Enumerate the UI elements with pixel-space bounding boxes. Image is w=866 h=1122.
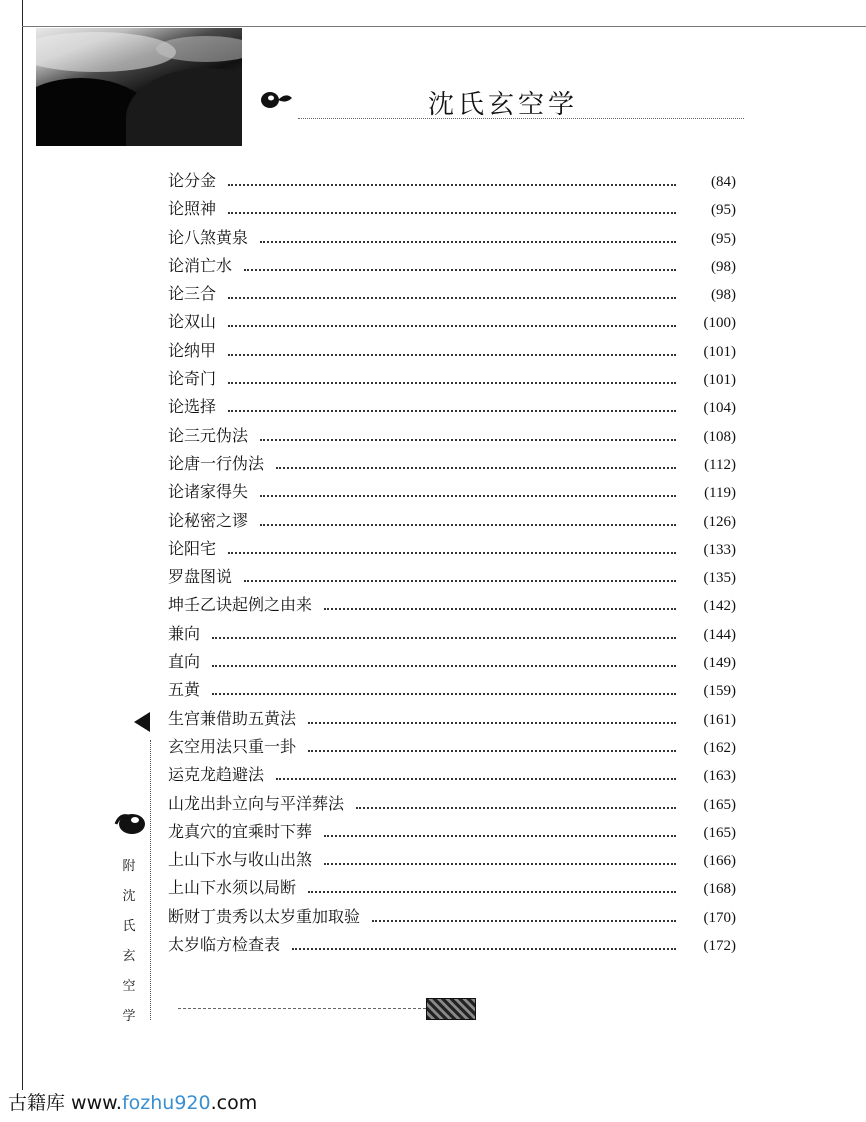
- toc-leader-dots: [212, 693, 676, 695]
- toc-entry-page: (95): [711, 230, 736, 247]
- toc-entry-title: 玄空用法只重一卦: [168, 736, 297, 756]
- toc-entry-title: 生宫兼借助五黄法: [168, 708, 297, 728]
- toc-entry-title: 兼向: [168, 623, 201, 643]
- toc-entry-page: (108): [703, 428, 736, 445]
- toc-entry-page: (101): [703, 372, 736, 389]
- toc-row[interactable]: [168, 649, 736, 677]
- toc-entry-page: (161): [703, 711, 736, 728]
- toc-entry-title: 上山下水与收山出煞: [168, 850, 313, 870]
- toc-entry-title: 论秘密之谬: [168, 510, 249, 530]
- toc-row[interactable]: [168, 734, 736, 762]
- toc-leader-dots: [260, 439, 676, 441]
- toc-leader-dots: [276, 778, 676, 780]
- toc-leader-dots: [308, 722, 676, 724]
- toc-leader-dots: [356, 807, 676, 809]
- toc-row[interactable]: [168, 932, 736, 960]
- toc-row[interactable]: [168, 168, 736, 196]
- toc-row[interactable]: [168, 536, 736, 564]
- toc-entry-page: (135): [703, 570, 736, 587]
- toc-leader-dots: [308, 750, 676, 752]
- footer-rule: [178, 1008, 426, 1010]
- toc-entry-title: 龙真穴的宜乘时下葬: [168, 821, 313, 841]
- toc-leader-dots: [372, 920, 676, 922]
- watermark-suffix: .com: [210, 1092, 258, 1114]
- side-label-char: 学: [122, 1009, 136, 1024]
- toc-entry-page: (172): [703, 938, 736, 955]
- toc-leader-dots: [212, 665, 676, 667]
- toc-row[interactable]: [168, 762, 736, 790]
- toc-leader-dots: [260, 241, 676, 243]
- toc-entry-page: (170): [703, 909, 736, 926]
- toc-entry-page: (166): [703, 853, 736, 870]
- toc-row[interactable]: [168, 564, 736, 592]
- site-watermark: [8, 1088, 257, 1115]
- toc-row[interactable]: [168, 309, 736, 337]
- yin-yang-icon: [258, 90, 294, 110]
- toc-entry-page: (149): [703, 655, 736, 672]
- toc-entry-page: (165): [703, 796, 736, 813]
- toc-leader-dots: [228, 297, 676, 299]
- side-book-label: [116, 852, 142, 1032]
- watermark-prefix: 古籍库 www.: [8, 1092, 122, 1114]
- toc-leader-dots: [292, 948, 676, 950]
- toc-leader-dots: [228, 184, 676, 186]
- toc-entry-title: 论分金: [168, 171, 217, 190]
- toc-leader-dots: [228, 354, 676, 356]
- side-dotted-rule: [150, 740, 152, 1020]
- toc-entry-title: 论唐一行伪法: [168, 453, 265, 473]
- toc-leader-dots: [324, 835, 676, 837]
- toc-entry-title: 论三合: [168, 284, 217, 304]
- toc-entry-title: 上山下水须以局断: [168, 878, 297, 898]
- toc-entry-page: (98): [711, 258, 736, 275]
- toc-entry-page: (101): [703, 343, 736, 360]
- toc-entry-page: (162): [703, 739, 736, 756]
- toc-entry-title: 论消亡水: [168, 255, 233, 275]
- side-label-char: 空: [122, 979, 136, 994]
- toc-entry-title: 论选择: [168, 397, 217, 417]
- toc-entry-page: (126): [703, 513, 736, 530]
- toc-entry-page: (84): [711, 174, 736, 190]
- toc-entry-title: 论阳宅: [168, 538, 217, 558]
- footer-ornament: [426, 998, 476, 1020]
- toc-entry-page: (142): [703, 598, 736, 615]
- toc-entry-title: 论八煞黄泉: [168, 227, 249, 247]
- toc-entry-page: (168): [703, 881, 736, 898]
- toc-row[interactable]: [168, 338, 736, 366]
- toc-entry-title: 坤壬乙诀起例之由来: [168, 595, 313, 615]
- toc-row[interactable]: [168, 677, 736, 705]
- side-yin-yang-icon: [112, 810, 152, 836]
- toc-row[interactable]: [168, 225, 736, 253]
- toc-leader-dots: [212, 637, 676, 639]
- toc-entry-title: 论纳甲: [168, 340, 217, 360]
- left-margin-rule: [22, 0, 23, 1090]
- toc-leader-dots: [228, 410, 676, 412]
- toc-entry-title: 罗盘图说: [168, 567, 233, 587]
- toc-row[interactable]: [168, 904, 736, 932]
- toc-leader-dots: [228, 382, 676, 384]
- toc-entry-title: 太岁临方检查表: [168, 935, 281, 955]
- toc-leader-dots: [228, 325, 676, 327]
- toc-leader-dots: [228, 212, 676, 214]
- toc-entry-page: (112): [704, 456, 736, 473]
- table-of-contents: [168, 168, 736, 960]
- toc-row[interactable]: [168, 366, 736, 394]
- title-underline: [298, 118, 744, 120]
- toc-leader-dots: [276, 467, 676, 469]
- toc-leader-dots: [244, 269, 676, 271]
- toc-row[interactable]: [168, 423, 736, 451]
- toc-leader-dots: [324, 863, 676, 865]
- toc-row[interactable]: [168, 819, 736, 847]
- side-label-char: 氏: [122, 919, 136, 934]
- toc-entry-title: 断财丁贵秀以太岁重加取验: [168, 906, 361, 926]
- toc-leader-dots: [244, 580, 676, 582]
- toc-leader-dots: [308, 891, 676, 893]
- toc-entry-page: (163): [703, 768, 736, 785]
- top-rule: [22, 26, 866, 27]
- toc-row[interactable]: [168, 592, 736, 620]
- toc-entry-title: 论照神: [168, 199, 217, 219]
- landscape-header-image: [36, 28, 242, 146]
- toc-entry-page: (95): [711, 202, 736, 219]
- toc-entry-title: 论奇门: [168, 369, 217, 389]
- toc-entry-page: (100): [703, 315, 736, 332]
- toc-row[interactable]: [168, 847, 736, 875]
- toc-row[interactable]: [168, 479, 736, 507]
- toc-entry-page: (165): [703, 824, 736, 841]
- toc-row[interactable]: [168, 791, 736, 819]
- toc-entry-page: (133): [703, 541, 736, 558]
- page-title: 沈氏玄空学: [428, 90, 579, 120]
- toc-row[interactable]: [168, 508, 736, 536]
- toc-entry-page: (104): [703, 400, 736, 417]
- side-label-char: 沈: [122, 889, 136, 904]
- watermark-accent: fozhu920: [121, 1092, 211, 1114]
- toc-row[interactable]: [168, 451, 736, 479]
- toc-row[interactable]: [168, 621, 736, 649]
- toc-entry-title: 论诸家得失: [168, 482, 249, 502]
- toc-entry-title: 论三元伪法: [168, 425, 249, 445]
- toc-entry-page: (98): [711, 287, 736, 304]
- side-label-char: 玄: [122, 949, 136, 964]
- toc-entry-page: (119): [704, 485, 736, 502]
- toc-row[interactable]: [168, 875, 736, 903]
- toc-entry-title: 山龙出卦立向与平洋葬法: [168, 793, 345, 813]
- toc-entry-title: 运克龙趋避法: [168, 765, 265, 785]
- toc-entry-title: 论双山: [168, 312, 217, 332]
- toc-leader-dots: [260, 495, 676, 497]
- toc-entry-page: (159): [703, 683, 736, 700]
- toc-leader-dots: [324, 608, 676, 610]
- toc-entry-title: 直向: [168, 652, 201, 672]
- toc-entry-page: (144): [703, 626, 736, 643]
- toc-row[interactable]: [168, 196, 736, 224]
- toc-row[interactable]: [168, 394, 736, 422]
- toc-leader-dots: [228, 552, 676, 554]
- toc-entry-title: 五黄: [168, 680, 201, 700]
- side-label-char: 附: [122, 859, 136, 874]
- left-arrow-icon: [134, 712, 150, 732]
- toc-row[interactable]: [168, 253, 736, 281]
- toc-row[interactable]: [168, 281, 736, 309]
- toc-leader-dots: [260, 524, 676, 526]
- toc-row[interactable]: [168, 706, 736, 734]
